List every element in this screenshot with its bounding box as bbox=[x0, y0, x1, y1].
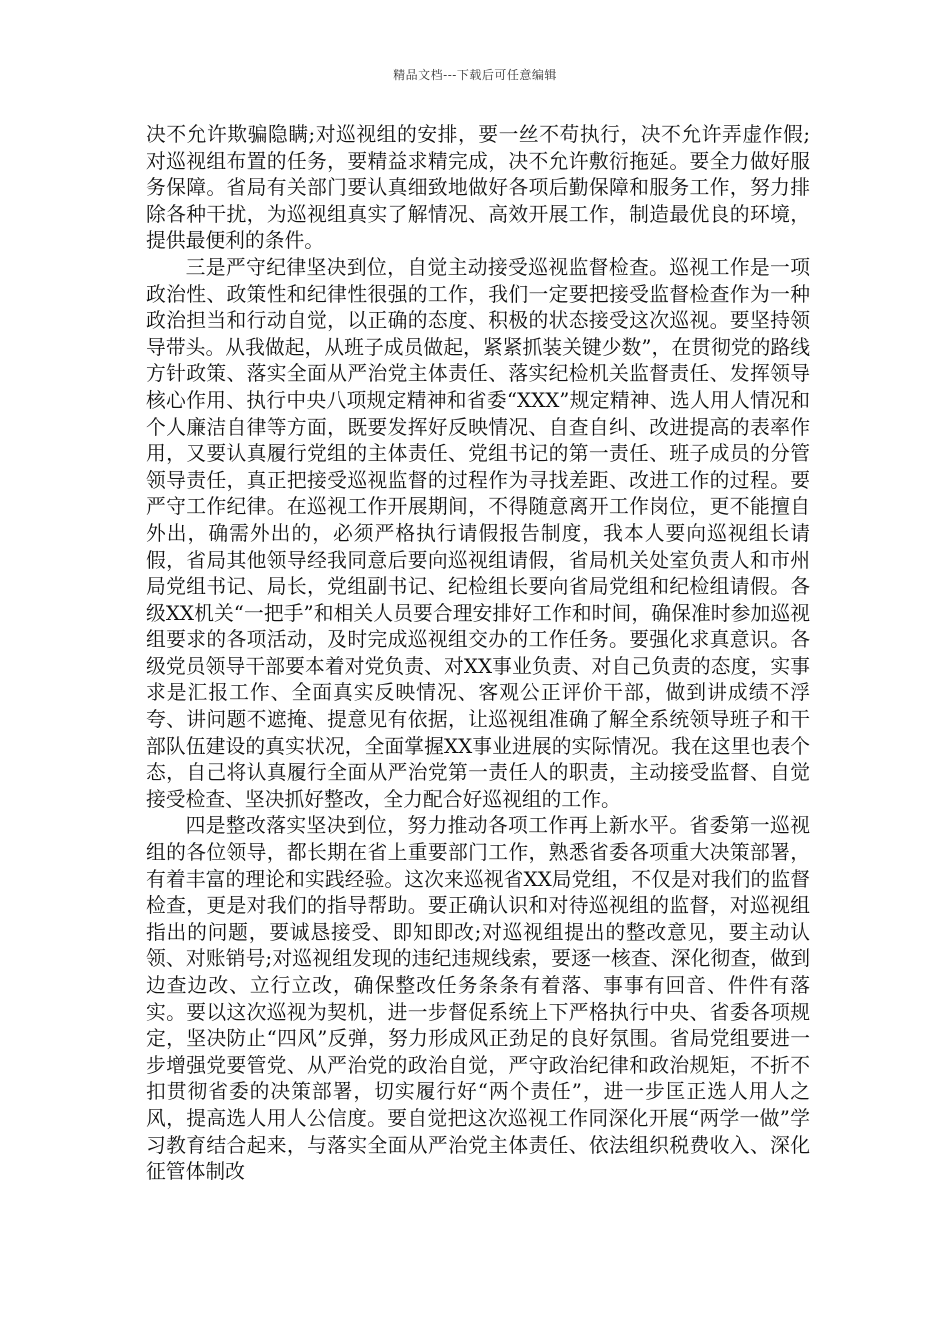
page-header: 精品文档---下载后可任意编辑 bbox=[393, 68, 557, 82]
document-body bbox=[146, 122, 810, 1186]
paragraph-2: 三是严守纪律坚决到位，自觉主动接受巡视监督检查。巡视工作是一项政治性、政策性和纪律性很强的工作，我们一定要把接受监督检查作为一种政治担当和行动自觉，以正确的态度、积极的状态接受这次巡视。要坚持领导带头。从我做起，从班子成员做起，紧紧抓装关键少数”，在贯彻党的路线方针政策、落实全面从严治党主体责任、落实纪检机关监督责任、发挥领导核心作用、执行中央八项规定精神和省委“XXX”规定精神、选人用人情况和个人廉洁自律等方面，既要发挥好反映情况、自查自纠、改进提高的表率作用，又要认真履行党组的主体责任、党组书记的第一责任、班子成员的分管领导责任，真正把接受巡视监督的过程作为寻找差距、改进工作的过程。要严守工作纪律。在巡视工作开展期间，不得随意离开工作岗位，更不能擅自外出，确需外出的，必须严格执行请假报告制度，我本人要向巡视组长请假，省局其他领导经我同意后要向巡视组请假，省局机关处室负责人和市州局党组书记、局长，党组副书记、纪检组长要向省局党组和纪检组请假。各级XX机关“一把手”和相关人员要合理安排好工作和时间，确保准时参加巡视组要求的各项活动，及时完成巡视组交办的工作任务。要强化求真意识。各级党员领导干部要本着对党负责、对XX事业负责、对自己负责的态度，实事求是汇报工作、全面真实反映情况、客观公正评价干部，做到讲成绩不浮夸、讲问题不遮掩、提意见有依据，让巡视组准确了解全系统领导班子和干部队伍建设的真实状况，全面掌握XX事业进展的实际情况。我在这里也表个态，自己将认真履行全面从严治党第一责任人的职责，主动接受监督、自觉接受检查、坚决抓好整改，全力配合好巡视组的工作。 bbox=[146, 255, 810, 811]
paragraph-1: 决不允许欺骗隐瞒;对巡视组的安排，要一丝不苟执行，决不允许弄虚作假;对巡视组布置的任务，要精益求精完成，决不允许敷衍拖延。要全力做好服务保障。省局有关部门要认真细致地做好各项后勤保障和服务工作，努力排除各种干扰，为巡视组真实了解情况、高效开展工作，制造最优良的环境，提供最便利的条件。 bbox=[146, 123, 810, 253]
paragraph-3: 四是整改落实坚决到位，努力推动各项工作再上新水平。省委第一巡视组的各位领导，都长期在省上重要部门工作，熟悉省委各项重大决策部署，有着丰富的理论和实践经验。这次来巡视省XX局党组，不仅是对我们的监督检查，更是对我们的指导帮助。要正确认识和对待巡视组的监督，对巡视组指出的问题，要诚恳接受、即知即改;对巡视组提出的整改意见，要主动认领、对账销号;对巡视组发现的违纪违规线索，要逐一核查、深化彻查，做到边查边改、立行立改，确保整改任务条条有着落、事事有回音、件件有落实。要以这次巡视为契机，进一步督促系统上下严格执行中央、省委各项规定，坚决防止“四风”反弹，努力形成风正劲足的良好氛围。省局党组要进一步增强党要管党、从严治党的政治自觉，严守政治纪律和政治规矩，不折不扣贯彻省委的决策部署，切实履行好“两个责任”，进一步匡正选人用人之风，提高选人用人公信度。要自觉把这次巡视工作同深化开展“两学一做”学习教育结合起来，与落实全面从严治党主体责任、依法组织税费收入、深化征管体制改 bbox=[146, 814, 810, 1184]
